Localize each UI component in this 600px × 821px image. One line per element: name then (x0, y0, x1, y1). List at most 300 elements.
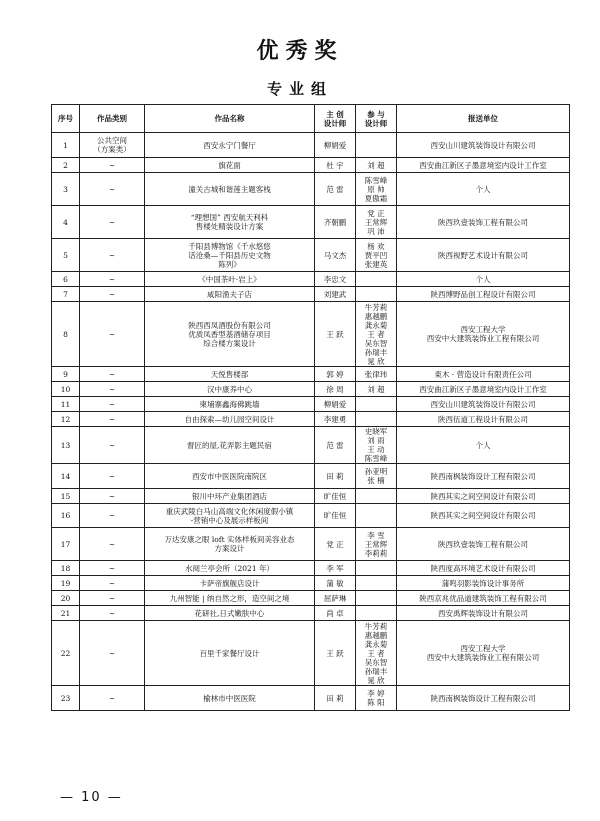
cell-main-designer-line: 田 莉 (326, 471, 344, 481)
cell-main-designer-line: 郭 婷 (326, 369, 344, 379)
cell-no: 12 (52, 412, 80, 427)
cell-category-line: ~ (108, 440, 116, 450)
cell-submitting-org (397, 239, 570, 272)
cell-participating-designers-line: 王 动 (367, 445, 385, 454)
cell-submitting-org-line: 陕西视野艺术设计有限公司 (438, 250, 528, 260)
header-participating-designers: 参 与 设计师 (356, 105, 397, 133)
cell-submitting-org-line: 个人 (475, 440, 491, 450)
cell-submitting-org (397, 158, 570, 173)
cell-participating-designers-line: 陈 阳 (367, 698, 385, 707)
cell-participating-designers (356, 133, 397, 158)
cell-category (80, 591, 145, 606)
cell-main-designer (315, 576, 356, 591)
cell-submitting-org-line: 陕西玖壹装饰工程有限公司 (438, 217, 528, 227)
cell-work-name-line: 花研社,日式嫩肤中心 (194, 608, 265, 618)
table-body (52, 133, 570, 711)
cell-participating-designers (356, 412, 397, 427)
table-row (52, 576, 570, 591)
cell-participating-designers-line: 史晓军 (364, 427, 388, 436)
cell-no: 4 (52, 206, 80, 239)
table-row (52, 367, 570, 382)
cell-work-name-line: 九州智能 | 纳自然之形，造空间之境 (169, 593, 290, 603)
cell-submitting-org-line: 陕西其实之间空间设计有限公司 (430, 491, 536, 501)
cell-participating-designers-line: 孙瑞丰 (364, 666, 388, 676)
cell-no: 13 (52, 427, 80, 464)
cell-no: 3 (52, 173, 80, 206)
cell-category (80, 412, 145, 427)
cell-work-name-line: 陕西西凤酒股份有限公司 (188, 320, 271, 330)
cell-submitting-org (397, 412, 570, 427)
header-main-designer: 主 创 设计师 (315, 105, 356, 133)
cell-category-line: 公共空间 (97, 136, 127, 145)
cell-main-designer (315, 173, 356, 206)
cell-participating-designers-line: 贾平凹 (364, 250, 388, 260)
cell-work-name (145, 686, 315, 711)
cell-work-name (145, 158, 315, 173)
cell-work-name-line: “理想国” 西安航天利科 (190, 213, 269, 222)
table-row (52, 272, 570, 287)
cell-work-name (145, 397, 315, 412)
cell-work-name (145, 173, 315, 206)
cell-work-name-line: 西安永宁门餐厅 (203, 140, 256, 150)
cell-category-line: ~ (108, 593, 116, 603)
cell-participating-designers-line: 张律玮 (364, 369, 388, 379)
cell-no: 23 (52, 686, 80, 711)
cell-main-designer (315, 489, 356, 504)
cell-category-line: ~ (108, 693, 116, 703)
cell-work-name (145, 206, 315, 239)
cell-category-line: ~ (108, 563, 116, 573)
cell-work-name (145, 272, 315, 287)
cell-category-line: ~ (108, 539, 116, 549)
cell-category-line: （方案类） (93, 145, 131, 154)
cell-submitting-org (397, 591, 570, 606)
cell-main-designer (315, 397, 356, 412)
cell-participating-designers-line: 陈雪峰 (364, 175, 388, 185)
cell-submitting-org-line: 陕西度高环境艺术设计有限公司 (430, 563, 536, 573)
cell-category-line: ~ (108, 184, 116, 194)
cell-participating-designers (356, 606, 397, 621)
cell-work-name-line: 咸阳渔夫子店 (207, 289, 252, 299)
cell-work-name (145, 287, 315, 302)
cell-main-designer-line: 旷佳恒 (323, 491, 347, 501)
cell-category (80, 367, 145, 382)
cell-work-name-line: 话沧桑—千阳县历史文物 (188, 250, 271, 260)
cell-main-designer-line: 田 莉 (326, 693, 344, 703)
cell-participating-designers-line: 吴东智 (364, 657, 388, 667)
cell-work-name-line: 万达安康之眼 loft 实体样板间美容业态 (164, 535, 295, 544)
cell-participating-designers (356, 591, 397, 606)
cell-participating-designers-line: 陈雪峰 (364, 454, 388, 463)
cell-work-name (145, 591, 315, 606)
cell-submitting-org (397, 272, 570, 287)
cell-participating-designers (356, 302, 397, 367)
cell-submitting-org (397, 206, 570, 239)
cell-category-line: ~ (108, 289, 116, 299)
header-no: 序号 (52, 105, 80, 133)
cell-participating-designers (356, 489, 397, 504)
cell-participating-designers (356, 397, 397, 412)
page-title: 优秀奖 (256, 38, 344, 64)
cell-participating-designers-line: 夏傲霜 (364, 193, 388, 203)
cell-submitting-org (397, 686, 570, 711)
cell-work-name-line: 千阳县博物馆《千水悠悠 (188, 241, 271, 251)
cell-category-line: ~ (108, 274, 116, 284)
cell-category-line: ~ (108, 250, 116, 260)
cell-no: 19 (52, 576, 80, 591)
cell-main-designer (315, 272, 356, 287)
cell-participating-designers (356, 239, 397, 272)
cell-no: 11 (52, 397, 80, 412)
cell-main-designer (315, 158, 356, 173)
cell-main-designer-line: 柳娟爱 (323, 140, 347, 150)
cell-main-designer-line: 蒲 敏 (326, 578, 344, 588)
cell-participating-designers (356, 686, 397, 711)
cell-work-name-line: 售楼处精装设计方案 (195, 222, 264, 231)
cell-category (80, 206, 145, 239)
cell-no: 20 (52, 591, 80, 606)
cell-submitting-org (397, 382, 570, 397)
cell-main-designer-line: 王 跃 (326, 648, 344, 658)
cell-main-designer (315, 302, 356, 367)
cell-participating-designers-line: 李莉莉 (364, 548, 388, 558)
table-row (52, 591, 570, 606)
cell-category-line: ~ (108, 329, 116, 339)
cell-submitting-org (397, 561, 570, 576)
cell-work-name-line: 综合楼方案设计 (203, 338, 256, 348)
cell-participating-designers-line: 巩 沛 (367, 226, 385, 236)
cell-submitting-org-line: 西安山川建筑装饰设计有限公司 (430, 140, 536, 150)
cell-submitting-org-line: 西安工程大学 (460, 644, 506, 653)
table-header-row (52, 105, 570, 133)
cell-category-line: ~ (108, 217, 116, 227)
cell-no: 17 (52, 528, 80, 561)
cell-work-name (145, 561, 315, 576)
cell-participating-designers (356, 621, 397, 686)
cell-participating-designers (356, 173, 397, 206)
cell-main-designer (315, 504, 356, 528)
cell-main-designer (315, 133, 356, 158)
cell-category (80, 621, 145, 686)
cell-participating-designers (356, 382, 397, 397)
cell-participating-designers-line: 晁 欣 (367, 675, 385, 685)
cell-work-name (145, 606, 315, 621)
header-submitting-org: 报送单位 (397, 105, 570, 133)
cell-submitting-org-line: 東木 · 营造设计有限责任公司 (434, 369, 532, 379)
cell-main-designer-line: 范 雷 (326, 184, 344, 194)
cell-no: 1 (52, 133, 80, 158)
cell-work-name (145, 621, 315, 686)
cell-main-designer-line: 柳娟爱 (323, 399, 347, 409)
cell-main-designer-line: 党 正 (326, 539, 344, 549)
cell-participating-designers-line: 原 帅 (367, 184, 385, 194)
cell-no: 6 (52, 272, 80, 287)
cell-participating-designers-line: 惠越鹏 (364, 630, 388, 640)
cell-main-designer-line: 旷佳恒 (323, 511, 347, 520)
cell-participating-designers-line: 龚永菊 (364, 320, 388, 330)
cell-no: 16 (52, 504, 80, 528)
cell-category-line: ~ (108, 511, 116, 520)
cell-work-name-line: 《中国茶叶·岩上》 (198, 274, 261, 284)
cell-main-designer-line: 徐 周 (326, 384, 344, 394)
cell-work-name (145, 489, 315, 504)
table-row (52, 206, 570, 239)
cell-participating-designers-line: 李 雪 (367, 530, 385, 540)
cell-category-line: ~ (108, 414, 116, 424)
cell-main-designer (315, 427, 356, 464)
section-subtitle: 专业组 (266, 80, 333, 98)
cell-submitting-org (397, 621, 570, 686)
cell-participating-designers (356, 427, 397, 464)
table-row (52, 606, 570, 621)
cell-main-designer (315, 239, 356, 272)
cell-work-name-line: 卡萨帝旗舰店设计 (199, 578, 260, 588)
cell-main-designer-line: 杜 宇 (326, 160, 344, 170)
cell-main-designer-line: 李 军 (326, 563, 344, 573)
cell-submitting-org (397, 606, 570, 621)
table-row (52, 528, 570, 561)
cell-category (80, 382, 145, 397)
cell-main-designer (315, 561, 356, 576)
table-row (52, 302, 570, 367)
cell-submitting-org-line: 陕西博野品创工程设计有限公司 (430, 289, 536, 299)
cell-category (80, 427, 145, 464)
cell-participating-designers (356, 272, 397, 287)
cell-no: 10 (52, 382, 80, 397)
cell-work-name (145, 239, 315, 272)
cell-submitting-org (397, 464, 570, 489)
table-row (52, 489, 570, 504)
cell-participating-designers (356, 158, 397, 173)
cell-category (80, 302, 145, 367)
cell-participating-designers-line: 晁 欣 (367, 356, 385, 366)
cell-submitting-org-line: 陕西玖壹装饰工程有限公司 (438, 539, 528, 549)
header-category: 作品类别 (80, 105, 145, 133)
cell-main-designer (315, 464, 356, 489)
cell-work-name-line: 天悦售楼部 (210, 369, 249, 379)
cell-work-name-line: 督匠的屋,花弄影主题民宿 (187, 440, 272, 450)
cell-no: 15 (52, 489, 80, 504)
cell-submitting-org (397, 397, 570, 412)
cell-participating-designers-line: 惠越鹏 (364, 311, 388, 321)
cell-main-designer (315, 606, 356, 621)
cell-category (80, 464, 145, 489)
cell-no: 2 (52, 158, 80, 173)
cell-main-designer (315, 591, 356, 606)
cell-work-name (145, 504, 315, 528)
cell-participating-designers-line: 吴东智 (364, 338, 388, 348)
cell-submitting-org-line: 陕西伍道工程设计有限公司 (438, 414, 528, 424)
cell-main-designer-line: 李建勇 (323, 414, 347, 424)
cell-category-line: ~ (108, 648, 116, 658)
cell-submitting-org (397, 427, 570, 464)
header-work-name: 作品名称 (145, 105, 315, 133)
cell-no: 7 (52, 287, 80, 302)
table-row (52, 427, 570, 464)
cell-work-name-line: 陈列》 (218, 259, 241, 269)
cell-participating-designers (356, 367, 397, 382)
cell-category (80, 686, 145, 711)
cell-category (80, 504, 145, 528)
cell-no: 9 (52, 367, 80, 382)
awards-table (51, 104, 570, 711)
cell-submitting-org-line: 陕西其实之间空间设计有限公司 (430, 511, 536, 520)
cell-submitting-org-line: 西安工程大学 (460, 325, 506, 334)
cell-main-designer (315, 287, 356, 302)
cell-work-name-line: 汉中康养中心 (207, 384, 252, 394)
cell-submitting-org (397, 367, 570, 382)
table-row (52, 686, 570, 711)
cell-submitting-org-line: 蒲鸣羽影装饰设计事务所 (441, 578, 525, 588)
cell-submitting-org-line: 西安山川建筑装饰设计有限公司 (430, 399, 536, 409)
cell-no: 5 (52, 239, 80, 272)
cell-work-name (145, 576, 315, 591)
cell-work-name (145, 464, 315, 489)
cell-submitting-org-line: 陕西南枫装饰设计工程有限公司 (430, 471, 536, 481)
cell-submitting-org (397, 133, 570, 158)
cell-participating-designers-line: 龚永菊 (364, 639, 388, 649)
table-row (52, 621, 570, 686)
cell-participating-designers (356, 287, 397, 302)
cell-participating-designers (356, 528, 397, 561)
cell-main-designer-line: 刘建武 (323, 289, 347, 299)
cell-submitting-org-line: 西安中大建筑装饰业工程有限公司 (426, 334, 540, 343)
cell-category-line: ~ (108, 608, 116, 618)
cell-category-line: ~ (108, 369, 116, 379)
table-row (52, 561, 570, 576)
cell-category (80, 133, 145, 158)
cell-main-designer (315, 367, 356, 382)
cell-submitting-org (397, 302, 570, 367)
cell-submitting-org-line: 西安禹辉装饰设计有限公司 (438, 608, 528, 618)
cell-work-name-line: 旗花面 (218, 160, 241, 170)
cell-category (80, 272, 145, 287)
cell-category (80, 239, 145, 272)
cell-no: 14 (52, 464, 80, 489)
cell-submitting-org (397, 504, 570, 528)
cell-category (80, 528, 145, 561)
cell-work-name-line: 自由探索—幼儿园空间设计 (184, 414, 275, 424)
cell-participating-designers (356, 576, 397, 591)
table-row (52, 464, 570, 489)
cell-submitting-org (397, 173, 570, 206)
cell-participating-designers-line: 孙瑞丰 (364, 347, 388, 357)
cell-submitting-org-line: 个人 (475, 274, 491, 284)
table-row (52, 382, 570, 397)
cell-work-name-line: -营销中心及展示样板间 (190, 515, 269, 525)
table-row (52, 287, 570, 302)
cell-category (80, 576, 145, 591)
cell-category-line: ~ (108, 384, 116, 394)
cell-participating-designers-line: 党 正 (367, 208, 385, 218)
cell-work-name (145, 367, 315, 382)
table-row (52, 239, 570, 272)
cell-category-line: ~ (108, 399, 116, 409)
cell-work-name-line: 重庆武陵白马山高端文化休闲度假小镇 (165, 506, 294, 516)
cell-work-name (145, 427, 315, 464)
cell-submitting-org (397, 528, 570, 561)
cell-participating-designers-line: 刘 雨 (367, 436, 385, 445)
cell-no: 8 (52, 302, 80, 367)
cell-participating-designers (356, 464, 397, 489)
cell-participating-designers-line: 张建英 (364, 259, 388, 269)
cell-submitting-org-line: 西安中大建筑装饰业工程有限公司 (426, 653, 540, 662)
cell-submitting-org-line: 个人 (475, 184, 491, 194)
cell-category (80, 287, 145, 302)
cell-participating-designers-line: 牛芳莉 (364, 302, 388, 312)
cell-category (80, 561, 145, 576)
cell-work-name-line: 银川中环产业集团酒店 (192, 491, 267, 501)
cell-category (80, 606, 145, 621)
page-number: — 10 — (60, 790, 123, 805)
cell-work-name-line: 百里千家餐厅设计 (199, 648, 260, 658)
cell-work-name-line: 方案设计 (214, 544, 245, 553)
cell-work-name (145, 382, 315, 397)
cell-main-designer (315, 528, 356, 561)
cell-main-designer-line: 马文杰 (323, 250, 347, 260)
cell-no: 18 (52, 561, 80, 576)
table-row (52, 504, 570, 528)
table-row (52, 412, 570, 427)
cell-participating-designers-line: 孙亚明 (364, 467, 388, 476)
cell-work-name (145, 528, 315, 561)
cell-main-designer (315, 382, 356, 397)
cell-category-line: ~ (108, 578, 116, 588)
table-row (52, 158, 570, 173)
cell-work-name-line: 榆林市中医医院 (203, 693, 256, 703)
cell-submitting-org (397, 287, 570, 302)
table-row (52, 133, 570, 158)
cell-work-name (145, 133, 315, 158)
cell-participating-designers-line: 王 者 (367, 329, 385, 339)
cell-work-name-line: 西安市中医医院南院区 (192, 471, 267, 481)
cell-category (80, 489, 145, 504)
cell-participating-designers-line: 刘 超 (367, 160, 385, 170)
cell-no: 22 (52, 621, 80, 686)
cell-main-designer-line: 李忠文 (323, 274, 347, 284)
cell-submitting-org-line: 陕西南枫装饰设计工程有限公司 (430, 693, 536, 703)
cell-submitting-org-line: 西安曲江新区子墨意境室内设计工作室 (419, 160, 547, 170)
cell-main-designer (315, 206, 356, 239)
cell-main-designer (315, 686, 356, 711)
cell-main-designer-line: 范 雷 (326, 440, 344, 450)
cell-participating-designers-line: 杨 欢 (367, 241, 385, 251)
cell-participating-designers-line: 王常辉 (364, 217, 388, 227)
cell-main-designer (315, 621, 356, 686)
cell-main-designer (315, 412, 356, 427)
cell-participating-designers-line: 王常辉 (364, 539, 388, 549)
cell-participating-designers (356, 206, 397, 239)
cell-main-designer-line: 尚 卓 (326, 608, 344, 618)
cell-main-designer-line: 王 跃 (326, 329, 344, 339)
cell-submitting-org-line: 陕西京兆优品道建筑装饰工程有限公司 (419, 593, 547, 603)
cell-category (80, 173, 145, 206)
cell-participating-designers-line: 刘 超 (367, 384, 385, 394)
cell-participating-designers-line: 张 楠 (367, 476, 385, 485)
cell-participating-designers (356, 504, 397, 528)
cell-work-name (145, 302, 315, 367)
cell-main-designer-line: 齐朝鹏 (323, 217, 347, 227)
cell-category (80, 397, 145, 412)
cell-participating-designers-line: 牛芳莉 (364, 621, 388, 631)
cell-work-name (145, 412, 315, 427)
cell-work-name-line: 水阅兰亭会所（2021 年） (185, 563, 274, 573)
cell-submitting-org (397, 489, 570, 504)
cell-no: 21 (52, 606, 80, 621)
cell-work-name-line: 优质凤香型基酒储存项目 (188, 329, 271, 339)
cell-category (80, 158, 145, 173)
table-row (52, 397, 570, 412)
